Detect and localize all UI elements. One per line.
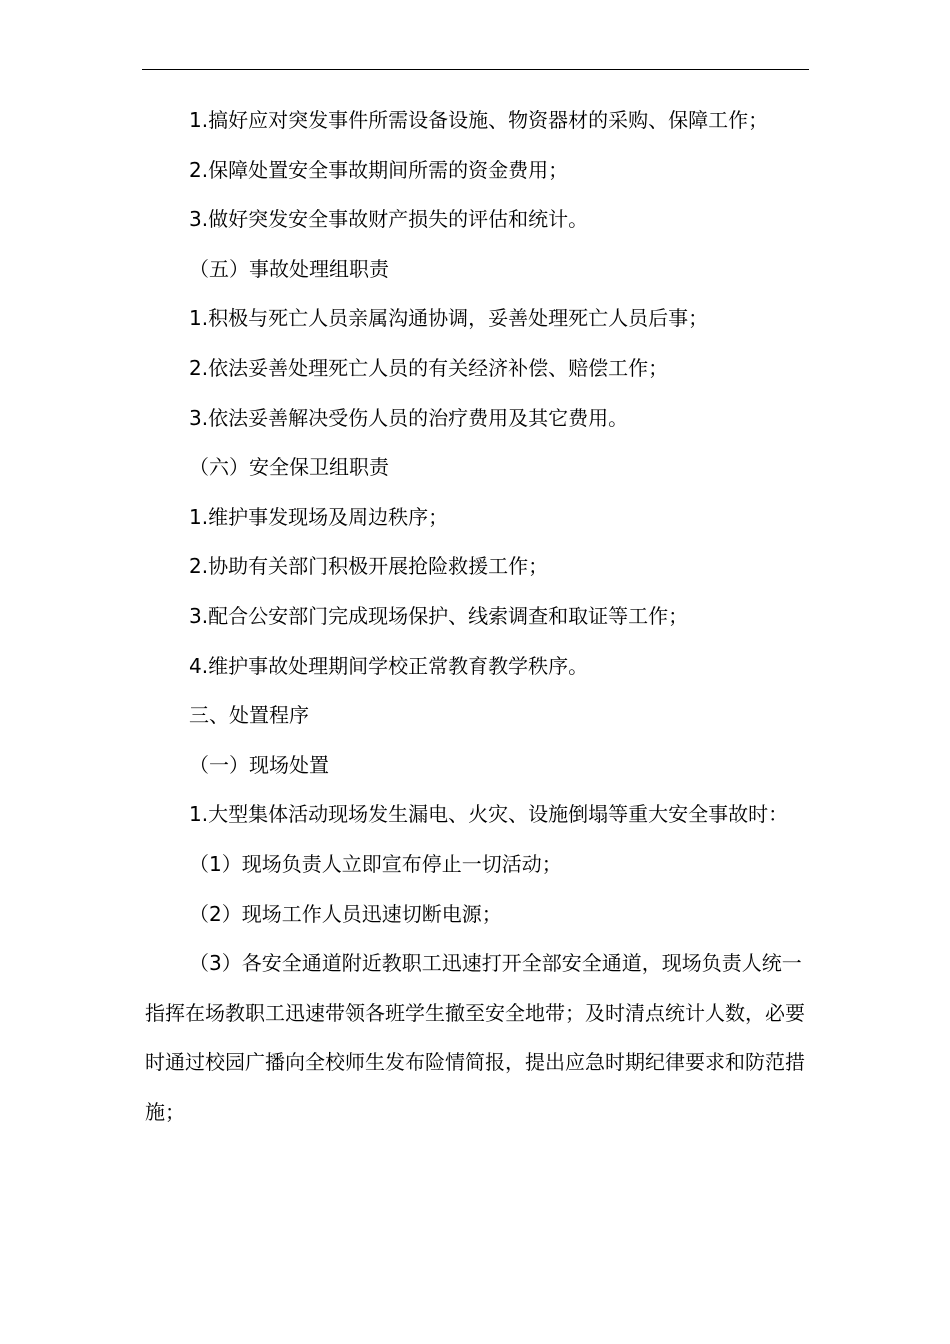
paragraph: 1.维护事发现场及周边秩序； — [189, 504, 449, 529]
paragraph: 4.维护事故处理期间学校正常教育教学秩序。 — [189, 653, 589, 678]
paragraph: 2.保障处置安全事故期间所需的资金费用； — [189, 157, 569, 182]
section-heading: （一）现场处置 — [189, 752, 329, 777]
paragraph: 2.依法妥善处理死亡人员的有关经济补偿、赔偿工作； — [189, 355, 669, 380]
header-divider — [142, 69, 809, 70]
section-heading: （六）安全保卫组职责 — [189, 455, 389, 480]
paragraph: 1.大型集体活动现场发生漏电、火灾、设施倒塌等重大安全事故时： — [189, 802, 789, 827]
paragraph: 3.依法妥善解决受伤人员的治疗费用及其它费用。 — [189, 405, 629, 430]
section-heading: （五）事故处理组职责 — [189, 256, 389, 281]
document-body — [145, 96, 812, 1137]
paragraph: 3.做好突发安全事故财产损失的评估和统计。 — [189, 207, 589, 232]
paragraph: （2）现场工作人员迅速切断电源； — [189, 901, 502, 926]
paragraph: 1.搞好应对突发事件所需设备设施、物资器材的采购、保障工作； — [189, 108, 769, 132]
paragraph: （3）各安全通道附近教职工迅速打开全部安全通道，现场负责人统一指挥在场教职工迅速带领各班学生撤至安全地带；及时清点统计人数，必要时通过校园广播向全校师生发布险情简报，提出应急时期纪律要求和防范措施； — [145, 951, 805, 1124]
paragraph: 1.积极与死亡人员亲属沟通协调，妥善处理死亡人员后事； — [189, 306, 709, 331]
paragraph: （1）现场负责人立即宣布停止一切活动； — [189, 851, 562, 876]
paragraph: 2.协助有关部门积极开展抢险救援工作； — [189, 554, 549, 579]
chapter-heading: 三、处置程序 — [189, 703, 309, 728]
paragraph: 3.配合公安部门完成现场保护、线索调查和取证等工作； — [189, 603, 689, 628]
